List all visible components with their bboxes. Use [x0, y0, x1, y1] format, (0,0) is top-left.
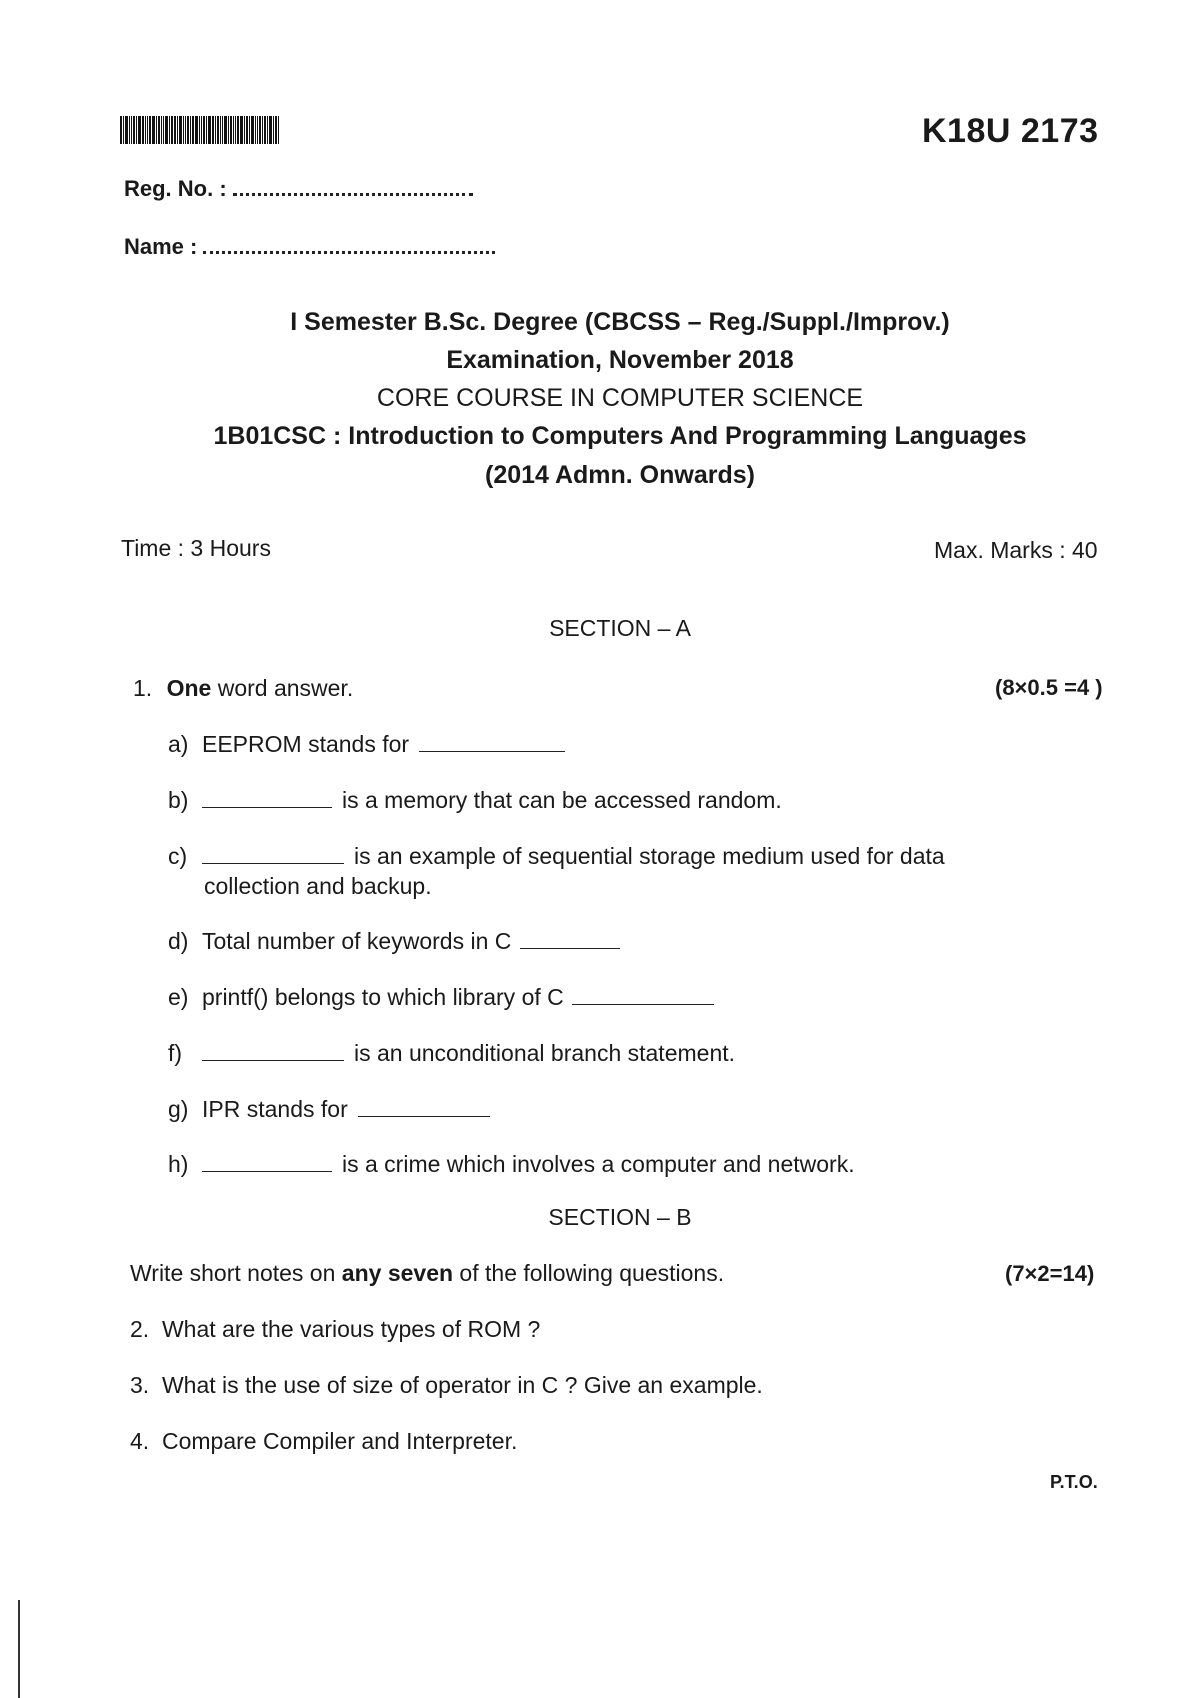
answer-blank — [202, 1042, 344, 1061]
barcode-bar — [275, 116, 277, 144]
name-blank — [203, 250, 495, 254]
barcode-bar — [222, 116, 223, 144]
section-b-heading: SECTION – B — [548, 1204, 692, 1230]
barcode-bar — [255, 116, 256, 144]
answer-blank — [202, 1153, 332, 1172]
answer-blank — [202, 845, 344, 864]
barcode-bar — [120, 116, 122, 144]
paper-code: K18U 2173 — [922, 112, 1099, 150]
answer-blank — [572, 986, 714, 1005]
name-label: Name : — [124, 234, 198, 259]
barcode-bar — [278, 116, 279, 144]
barcode-bar — [251, 116, 254, 144]
exam-title-line5: (2014 Admn. Onwards) — [485, 461, 755, 489]
barcode-bar — [246, 116, 248, 144]
barcode-bar — [145, 116, 146, 144]
barcode-bar — [267, 116, 268, 144]
barcode-bar — [158, 116, 160, 144]
q1-marks: (8×0.5 =4 ) — [995, 675, 1103, 700]
reg-no-label: Reg. No. : — [124, 176, 227, 201]
barcode-bar — [133, 116, 135, 144]
barcode-bar — [212, 116, 214, 144]
barcode-bar — [177, 116, 178, 144]
answer-blank — [520, 930, 620, 949]
barcode-bar — [129, 116, 130, 144]
barcode-bar — [192, 116, 194, 144]
barcode-bar — [199, 116, 200, 144]
barcode-bar — [156, 116, 157, 144]
page-turn-over: P.T.O. — [1050, 1472, 1098, 1492]
barcode-bar — [215, 116, 216, 144]
q1-item-b: b) is a memory that can be accessed random. — [168, 787, 782, 813]
q1-item-e: e) printf() belongs to which library of C — [168, 984, 714, 1011]
barcode-bar — [269, 116, 272, 144]
barcode-bar — [165, 116, 168, 144]
barcode-bar — [190, 116, 191, 144]
barcode-bar — [208, 116, 211, 144]
section-b-instruction: Write short notes on any seven of the following questions. — [130, 1260, 725, 1286]
barcode-bar — [147, 116, 148, 144]
barcode-bar — [224, 116, 227, 144]
barcode-bar — [249, 116, 250, 144]
exam-title-line1: I Semester B.Sc. Degree (CBCSS – Reg./Suppl./Improv.) — [290, 308, 950, 336]
barcode-bar — [240, 116, 243, 144]
q1-item-f: f) is an unconditional branch statement. — [168, 1040, 736, 1066]
question-1 — [133, 675, 353, 702]
barcode-bar — [169, 116, 170, 144]
question-4: 4. Compare Compiler and Interpreter. — [130, 1428, 518, 1454]
barcode-bar — [185, 116, 186, 144]
barcode-bar — [220, 116, 221, 144]
q1-item-a: a) EEPROM stands for — [168, 731, 565, 758]
barcode-bar — [142, 116, 144, 144]
barcode-bar — [183, 116, 184, 144]
barcode-bar — [237, 116, 239, 144]
barcode-bar — [203, 116, 205, 144]
barcode-bar — [228, 116, 229, 144]
reg-no-blank — [233, 192, 473, 196]
exam-title-line4: 1B01CSC : Introduction to Computers And Programming Languages — [213, 422, 1027, 450]
max-marks: Max. Marks : 40 — [934, 537, 1098, 563]
exam-title-line3: CORE COURSE IN COMPUTER SCIENCE — [376, 384, 864, 412]
q1-item-c: c) is an example of sequential storage medium used for data — [168, 843, 945, 869]
barcode-bar — [163, 116, 164, 144]
answer-blank — [202, 789, 332, 808]
barcode-bar — [259, 116, 261, 144]
section-a-heading: SECTION – A — [549, 615, 691, 641]
answer-blank — [419, 733, 565, 752]
q1-item-d: d) Total number of keywords in C — [168, 928, 620, 955]
q1-bold: One — [166, 675, 212, 701]
q1-number: 1. — [133, 675, 153, 701]
barcode-bar — [273, 116, 274, 144]
name-field — [124, 234, 495, 260]
barcode-bar — [179, 116, 182, 144]
barcode-bar — [123, 116, 124, 144]
q1-item-c-continued: collection and backup. — [204, 873, 432, 899]
barcode-bar — [125, 116, 128, 144]
margin-line — [18, 1600, 20, 1698]
barcode-bar — [235, 116, 236, 144]
barcode-bar — [233, 116, 234, 144]
barcode-bar — [131, 116, 132, 144]
barcode-bar — [257, 116, 258, 144]
section-b-marks: (7×2=14) — [1005, 1261, 1095, 1286]
barcode-bar — [201, 116, 202, 144]
exam-time: Time : 3 Hours — [121, 535, 271, 561]
barcode-bar — [174, 116, 176, 144]
q1-text: word answer. — [211, 675, 354, 701]
barcode — [120, 116, 352, 144]
barcode-bar — [230, 116, 232, 144]
answer-blank — [358, 1098, 490, 1117]
barcode-bar — [138, 116, 141, 144]
barcode-bar — [187, 116, 189, 144]
barcode-bar — [171, 116, 173, 144]
barcode-bar — [152, 116, 155, 144]
barcode-bar — [264, 116, 266, 144]
barcode-bar — [217, 116, 219, 144]
barcode-bar — [136, 116, 137, 144]
q1-item-h: h) is a crime which involves a computer and network. — [168, 1151, 855, 1177]
barcode-bar — [195, 116, 198, 144]
barcode-bar — [161, 116, 162, 144]
barcode-bar — [244, 116, 245, 144]
barcode-bar — [149, 116, 151, 144]
question-3: 3. What is the use of size of operator in C ? Give an example. — [130, 1372, 763, 1398]
reg-no-field — [124, 176, 473, 202]
q1-item-g: g) IPR stands for — [168, 1096, 490, 1123]
barcode-bar — [262, 116, 263, 144]
exam-title-line2: Examination, November 2018 — [446, 346, 794, 374]
barcode-bar — [206, 116, 207, 144]
question-2: 2. What are the various types of ROM ? — [130, 1316, 541, 1342]
